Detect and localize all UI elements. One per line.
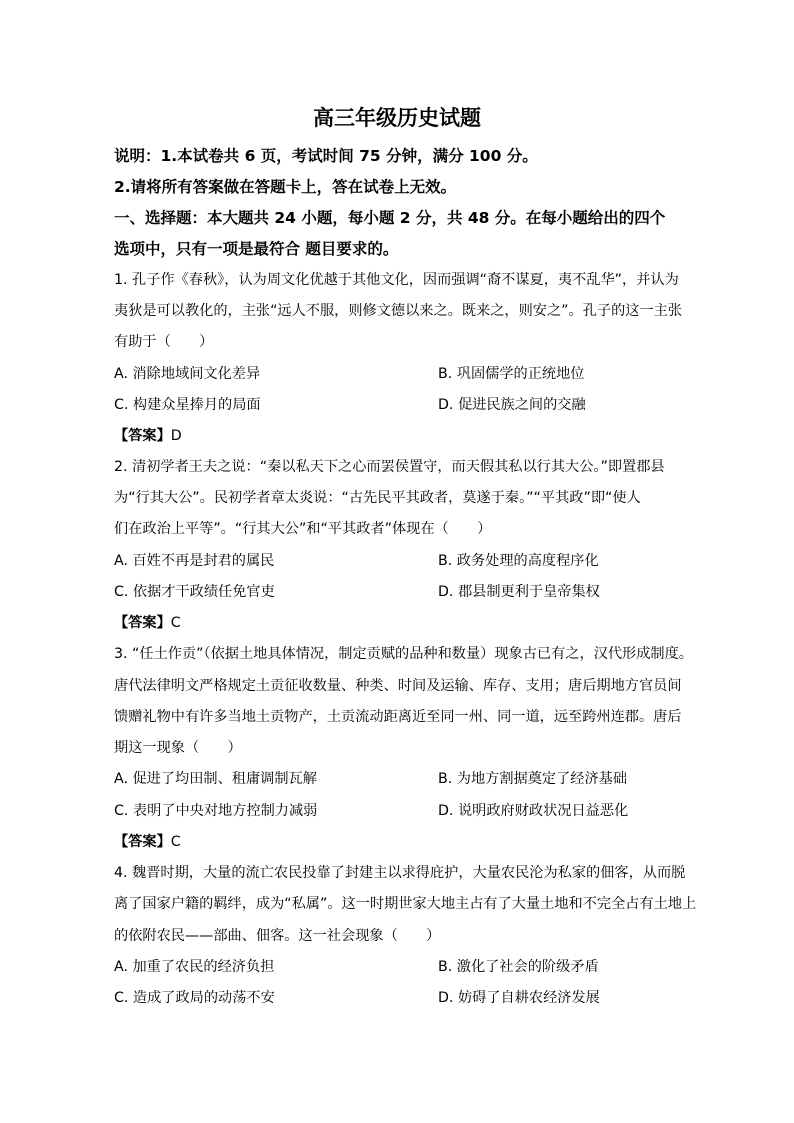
section-heading-line-1: 一、选择题：本大题共 24 小题，每小题 2 分，共 48 分。在每小题给出的四个 bbox=[114, 209, 666, 227]
question-1-line-2: 夷狄是可以教化的，主张“远人不服，则修文德以来之。既来之，则安之”。孔子的这一主张 bbox=[114, 303, 683, 319]
answer-tag: 【答案】 bbox=[114, 428, 171, 444]
question-4-line-3: 的依附农民——部曲、佃客。这一社会现象（ ） bbox=[114, 928, 441, 944]
question-4-line-2: 离了国家户籍的羁绊，成为“私属”。这一时期世家大地主占有了大量土地和不完全占有土地上 bbox=[114, 896, 697, 912]
answer-value: C bbox=[170, 834, 181, 850]
question-2-line-3: 们在政治上平等”。“行其大公”和“平其政者”体现在（ ） bbox=[114, 521, 492, 537]
question-4-option-b: B. 激化了社会的阶级矛盾 bbox=[438, 959, 599, 975]
question-3-line-1: 3. “任土作贡”（依据土地具体情况，制定贡赋的品种和数量）现象古已有之，汉代形成制度。 bbox=[114, 646, 693, 662]
answer-value: C bbox=[170, 615, 181, 631]
question-3-option-c: C. 表明了中央对地方控制力减弱 bbox=[114, 803, 318, 819]
question-1-option-a: A. 消除地域间文化差异 bbox=[114, 366, 261, 382]
question-2-answer bbox=[114, 612, 181, 632]
question-4-line-1: 4. 魏晋时期，大量的流亡农民投靠了封建主以求得庇护，大量农民沦为私家的佃客，从而脱 bbox=[114, 865, 686, 881]
question-2-option-b: B. 政务处理的高度程序化 bbox=[438, 553, 599, 569]
answer-tag: 【答案】 bbox=[114, 615, 171, 631]
question-3-option-b: B. 为地方割据奠定了经济基础 bbox=[438, 771, 628, 787]
question-2-option-d: D. 郡县制更利于皇帝集权 bbox=[438, 584, 600, 600]
instructions-line-1: 说明：1.本试卷共 6 页，考试时间 75 分钟，满分 100 分。 bbox=[114, 147, 538, 165]
question-1-option-b: B. 巩固儒学的正统地位 bbox=[438, 366, 585, 382]
question-2-line-1: 2. 清初学者王夫之说：“秦以私天下之心而罢侯置守，而天假其私以行其大公。”即置郡县 bbox=[114, 459, 665, 475]
question-3-line-3: 馈赠礼物中有许多当地土贡物产，土贡流动距离近至同一州、同一道，远至跨州连郡。唐后 bbox=[114, 709, 682, 725]
question-3-option-d: D. 说明政府财政状况日益恶化 bbox=[438, 803, 629, 819]
answer-tag: 【答案】 bbox=[114, 834, 171, 850]
question-4-option-c: C. 造成了政局的动荡不安 bbox=[114, 990, 275, 1006]
question-1-option-c: C. 构建众星捧月的局面 bbox=[114, 397, 261, 413]
instructions-line-2: 2.请将所有答案做在答题卡上，答在试卷上无效。 bbox=[114, 178, 457, 196]
question-3-line-4: 期这一现象（ ） bbox=[114, 740, 242, 756]
answer-value: D bbox=[170, 428, 182, 444]
question-2-line-2: 为“行其大公”。民初学者章太炎说：“古先民平其政者，莫遂于秦。”“平其政”即“使人 bbox=[114, 490, 641, 506]
question-2-option-a: A. 百姓不再是封君的属民 bbox=[114, 553, 275, 569]
page-title: 高三年级历史试题 bbox=[313, 105, 481, 130]
question-1-line-1: 1. 孔子作《春秋》，认为周文化优越于其他文化，因而强调“裔不谋夏，夷不乱华”，并认为 bbox=[114, 272, 679, 288]
question-4-option-a: A. 加重了农民的经济负担 bbox=[114, 959, 275, 975]
question-4-option-d: D. 妨碍了自耕农经济发展 bbox=[438, 990, 600, 1006]
question-3-line-2: 唐代法律明文严格规定土贡征收数量、种类、时间及运输、库存、支用；唐后期地方官员间 bbox=[114, 678, 682, 694]
question-2-option-c: C. 依据才干政绩任免官吏 bbox=[114, 584, 275, 600]
question-1-answer bbox=[114, 425, 182, 445]
question-1-option-d: D. 促进民族之间的交融 bbox=[438, 397, 586, 413]
question-1-line-3: 有助于（ ） bbox=[114, 334, 214, 350]
question-3-answer bbox=[114, 831, 181, 851]
section-heading-line-2: 选项中，只有一项是最符合 题目要求的。 bbox=[114, 240, 399, 258]
question-3-option-a: A. 促进了均田制、租庸调制瓦解 bbox=[114, 771, 317, 787]
